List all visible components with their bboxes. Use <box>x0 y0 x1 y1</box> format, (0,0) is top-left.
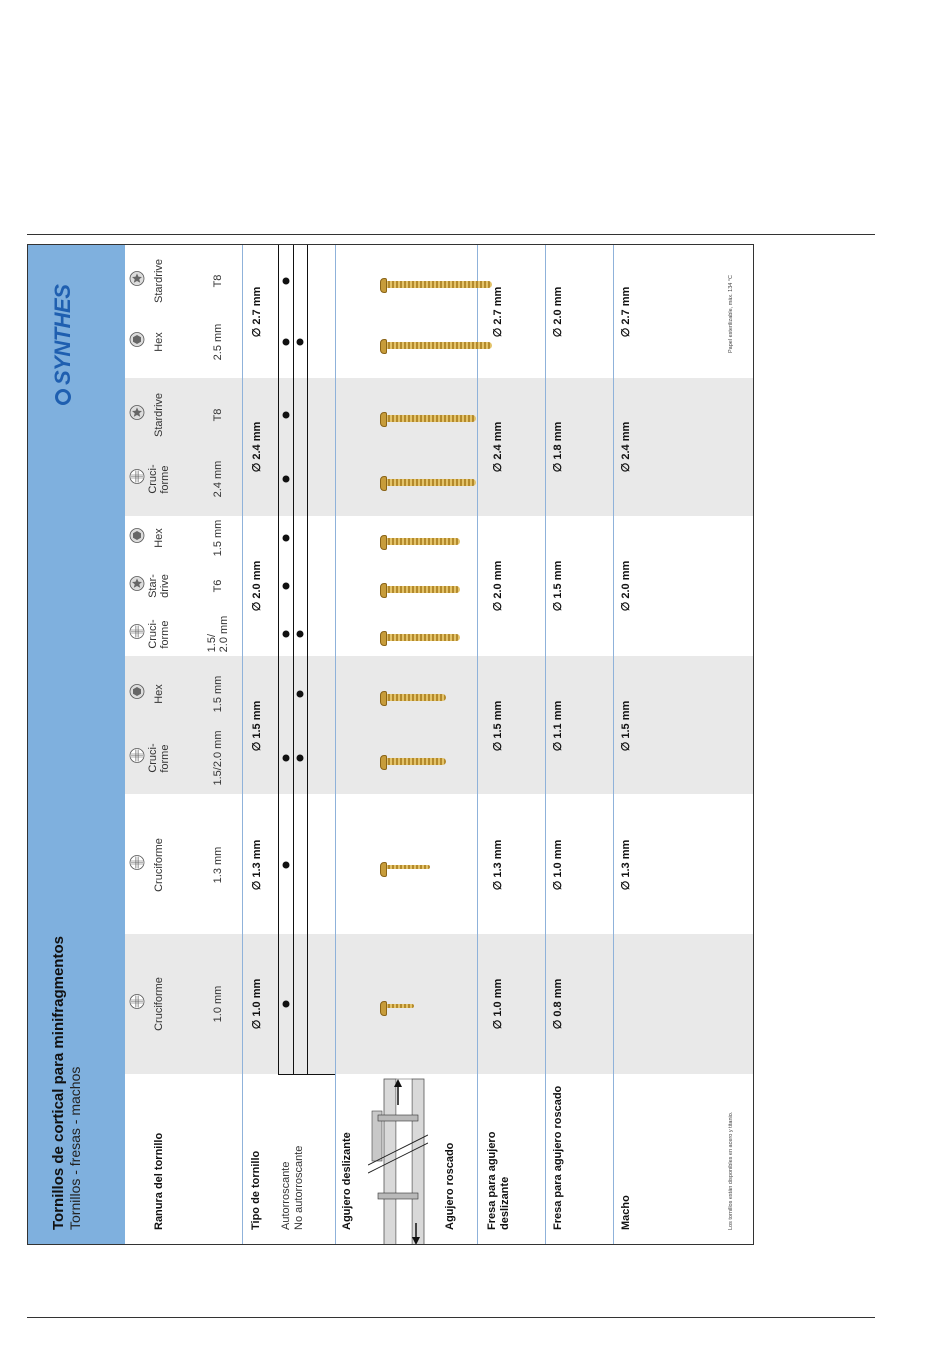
row-line <box>278 245 279 1074</box>
drive-label: Cruci- forme <box>146 464 171 494</box>
macho-value: ∅ 2.7 mm <box>619 286 632 337</box>
autorroscante-dot <box>283 277 290 284</box>
brand-name: SYNTHES <box>50 284 75 385</box>
page-title-block <box>50 936 83 1230</box>
screw-image <box>384 415 476 422</box>
screw-image <box>384 479 476 486</box>
label-fresa-roscado: Fresa para agujero roscado <box>552 1085 564 1230</box>
brand-mark-icon <box>55 389 71 405</box>
screw-diameter: ∅ 1.0 mm <box>250 978 263 1030</box>
drive-size: T6 <box>211 579 224 593</box>
row-separator <box>613 245 614 1244</box>
footnote-materials: Los tornillos están disponibles en acero y titanio. <box>728 1111 734 1230</box>
bottom-rule <box>27 1317 875 1318</box>
screw-image <box>384 586 460 593</box>
cruciform-icon <box>129 468 145 489</box>
drive-size: 1.5 mm <box>211 675 224 713</box>
screw-image <box>384 634 460 641</box>
label-fresa-deslizante: Fresa para agujero deslizante <box>486 1131 511 1230</box>
autorroscante-dot <box>283 755 290 762</box>
label-ranura: Ranura del tornillo <box>153 1132 165 1230</box>
macho-value: ∅ 2.0 mm <box>619 560 632 612</box>
top-rule <box>27 234 875 235</box>
drive-label: Stardrive <box>152 258 165 303</box>
drive-label: Star- drive <box>146 574 171 598</box>
row-line <box>293 245 294 1074</box>
page-title: Tornillos de cortical para minifragmentos <box>50 936 67 1230</box>
screw-image <box>384 758 446 765</box>
autorroscante-dot <box>283 475 290 482</box>
label-autorroscante: Autorroscante <box>280 1161 292 1230</box>
screw-image <box>384 1004 414 1008</box>
drive-label: Hex <box>152 684 165 704</box>
bone-illustration <box>368 1075 428 1245</box>
no-autorroscante-dot <box>297 339 304 346</box>
fresa-roscado-value: ∅ 1.5 mm <box>551 560 564 612</box>
drive-size: 2.5 mm <box>211 323 224 361</box>
drive-size: 1.5/ 2.0 mm <box>205 615 230 652</box>
label-tipo: Tipo de tornillo <box>250 1150 262 1230</box>
screw-image <box>384 342 492 349</box>
drive-label: Cruci- forme <box>146 743 171 773</box>
fresa-roscado-value: ∅ 1.1 mm <box>551 700 564 752</box>
autorroscante-dot <box>283 630 290 637</box>
cruciform-icon <box>129 748 145 769</box>
drive-size: 1.5/2.0 mm <box>211 730 224 786</box>
autorroscante-dot <box>283 535 290 542</box>
hex-icon <box>129 332 145 353</box>
row-separator <box>545 245 546 1244</box>
hex-icon <box>129 683 145 704</box>
screw-table <box>27 244 754 1245</box>
fresa-deslizante-value: ∅ 2.0 mm <box>491 560 504 612</box>
footnote-sterilizable: Papel esterilizable, máx. 134 °C <box>728 274 734 353</box>
screw-diameter: ∅ 2.7 mm <box>250 286 263 337</box>
hex-icon <box>129 528 145 549</box>
autorroscante-dot <box>283 412 290 419</box>
drive-label: Hex <box>152 528 165 549</box>
drive-size: T8 <box>211 408 224 422</box>
screw-image <box>384 281 492 288</box>
screw-image <box>384 694 446 701</box>
autorroscante-dot <box>283 583 290 590</box>
fresa-roscado-value: ∅ 1.0 mm <box>551 839 564 891</box>
autorroscante-dot <box>283 862 290 869</box>
fresa-roscado-value: ∅ 1.8 mm <box>551 421 564 473</box>
drive-label: Hex <box>152 332 165 352</box>
macho-value: ∅ 2.4 mm <box>619 421 632 473</box>
row-separator <box>477 245 478 1244</box>
row-separator <box>242 245 243 1244</box>
no-autorroscante-dot <box>297 630 304 637</box>
cruciform-icon <box>129 994 145 1015</box>
macho-value: ∅ 1.3 mm <box>619 839 632 891</box>
cruciform-icon <box>129 855 145 876</box>
brand-logo <box>50 285 75 405</box>
row-line <box>307 245 308 1074</box>
stardrive-icon <box>129 405 145 426</box>
drive-size: 2.4 mm <box>211 460 224 498</box>
drive-label: Cruciforme <box>152 838 165 892</box>
drive-size: 1.0 mm <box>211 985 224 1023</box>
label-no-autorroscante: No autorroscante <box>293 1145 305 1230</box>
drive-size: 1.3 mm <box>211 846 224 884</box>
drive-label: Cruciforme <box>152 977 165 1031</box>
fresa-roscado-value: ∅ 0.8 mm <box>551 978 564 1030</box>
stardrive-icon <box>129 576 145 597</box>
fresa-roscado-value: ∅ 2.0 mm <box>551 286 564 337</box>
drive-size: T8 <box>211 274 224 288</box>
screw-diameter: ∅ 1.3 mm <box>250 839 263 891</box>
fresa-deslizante-value: ∅ 1.0 mm <box>491 978 504 1030</box>
row-separator <box>335 245 336 1244</box>
autorroscante-dot <box>283 339 290 346</box>
autorroscante-dot <box>283 1001 290 1008</box>
label-agujero-deslizante: Agujero deslizante <box>341 1132 353 1230</box>
fresa-deslizante-value: ∅ 1.3 mm <box>491 839 504 891</box>
drive-label: Stardrive <box>152 393 165 438</box>
no-autorroscante-dot <box>297 690 304 697</box>
fresa-deslizante-value: ∅ 2.7 mm <box>491 286 504 337</box>
screw-diameter: ∅ 1.5 mm <box>250 700 263 752</box>
row-line <box>278 1074 335 1075</box>
screw-image <box>384 538 460 545</box>
page-subtitle: Tornillos - fresas - machos <box>67 1066 84 1230</box>
fresa-deslizante-value: ∅ 2.4 mm <box>491 421 504 473</box>
no-autorroscante-dot <box>297 755 304 762</box>
drive-size: 1.5 mm <box>211 520 224 557</box>
drive-label: Cruci- forme <box>146 618 171 649</box>
screw-diameter: ∅ 2.4 mm <box>250 421 263 473</box>
label-agujero-roscado: Agujero roscado <box>444 1142 456 1230</box>
screw-image <box>384 865 430 869</box>
cruciform-icon <box>129 623 145 644</box>
screw-diameter: ∅ 2.0 mm <box>250 560 263 612</box>
stardrive-icon <box>129 270 145 291</box>
macho-value: ∅ 1.5 mm <box>619 700 632 752</box>
label-macho: Macho <box>620 1195 632 1230</box>
fresa-deslizante-value: ∅ 1.5 mm <box>491 700 504 752</box>
